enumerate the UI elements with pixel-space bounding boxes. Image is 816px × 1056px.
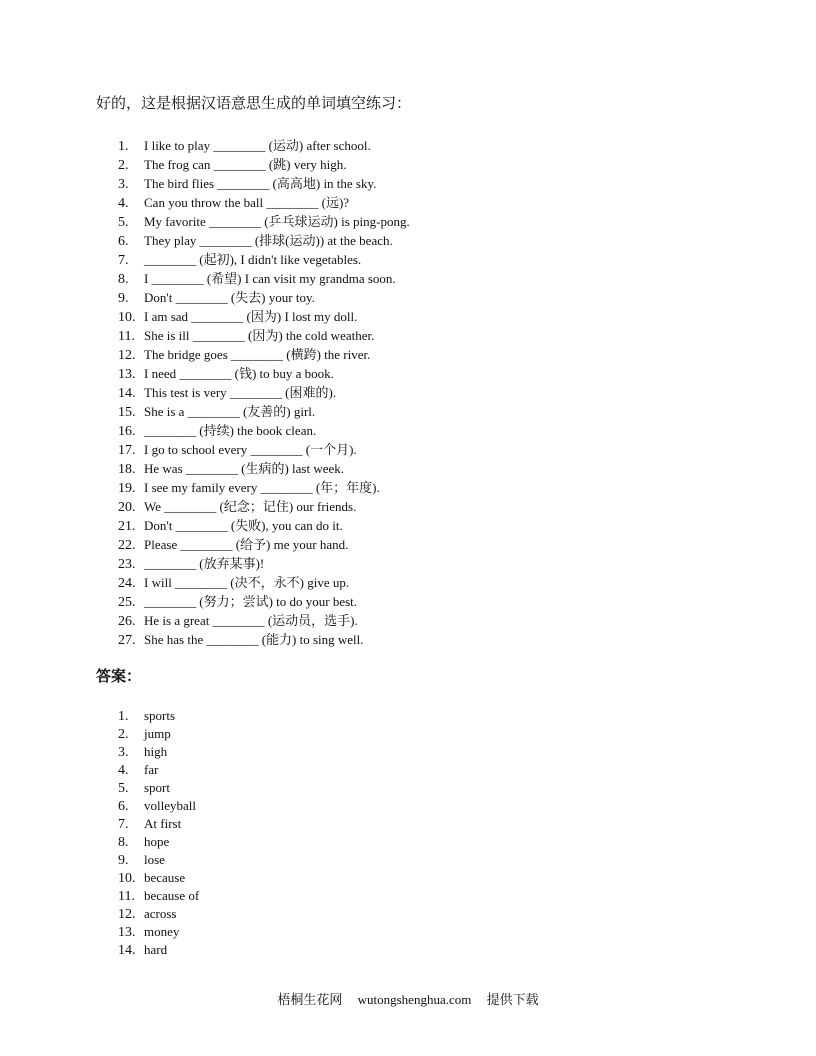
question-item-text: I see my family every ________ (年；年度). — [144, 480, 380, 495]
question-item-text: We ________ (纪念；记住) our friends. — [144, 499, 357, 514]
question-item — [118, 516, 410, 535]
question-item-text: I go to school every ________ (一个月). — [144, 442, 357, 457]
question-item — [118, 364, 410, 383]
question-item-text: She is ill ________ (因为) the cold weather. — [144, 328, 375, 343]
answer-item — [118, 833, 199, 851]
question-item — [118, 307, 410, 326]
answer-item-number: 10. — [118, 871, 136, 886]
question-item-number: 26. — [118, 614, 136, 629]
question-item-text: They play ________ (排球(运动)) at the beach. — [144, 233, 393, 248]
question-item-number: 18. — [118, 462, 136, 477]
page-footer — [0, 991, 816, 1009]
question-item — [118, 478, 410, 497]
answer-item-number: 12. — [118, 907, 136, 922]
footer-site-name: 梧桐生花网 — [277, 992, 343, 1007]
question-item-text: Don't ________ (失去) your toy. — [144, 290, 315, 305]
answer-item — [118, 923, 199, 941]
question-item-number: 1. — [118, 139, 129, 154]
question-item — [118, 174, 410, 193]
answers-heading: 答案： — [96, 669, 142, 685]
answer-item-text: jump — [144, 726, 171, 741]
question-item-text: ________ (放弃某事)! — [144, 556, 265, 571]
answer-item — [118, 743, 199, 761]
question-item — [118, 421, 410, 440]
answer-item-text: money — [144, 924, 180, 939]
question-item — [118, 535, 410, 554]
question-item-number: 13. — [118, 367, 136, 382]
question-item-text: He was ________ (生病的) last week. — [144, 461, 345, 476]
question-item-number: 5. — [118, 215, 129, 230]
question-item-number: 23. — [118, 557, 136, 572]
question-item — [118, 592, 410, 611]
question-item-text: I like to play ________ (运动) after school. — [144, 138, 371, 153]
question-item-number: 9. — [118, 291, 129, 306]
answer-item — [118, 797, 199, 815]
question-item — [118, 326, 410, 345]
question-item — [118, 497, 410, 516]
question-item-text: The frog can ________ (跳) very high. — [144, 157, 347, 172]
question-item-number: 27. — [118, 633, 136, 648]
question-item-text: The bridge goes ________ (横跨) the river. — [144, 347, 371, 362]
question-list — [118, 136, 410, 649]
question-item-number: 3. — [118, 177, 129, 192]
answer-item-number: 5. — [118, 781, 129, 796]
intro-text: 好的，这是根据汉语意思生成的单词填空练习： — [96, 96, 412, 112]
answer-item-number: 1. — [118, 709, 129, 724]
question-item-text: My favorite ________ (乒乓球运动) is ping-pong. — [144, 214, 410, 229]
answer-item — [118, 851, 199, 869]
question-item-number: 19. — [118, 481, 136, 496]
question-item-number: 15. — [118, 405, 136, 420]
footer-download: 提供下载 — [486, 992, 539, 1007]
question-item-text: ________ (努力；尝试) to do your best. — [144, 594, 358, 609]
answer-item-number: 14. — [118, 943, 136, 958]
question-item-text: Can you throw the ball ________ (远)? — [144, 195, 350, 210]
answer-item-text: volleyball — [144, 798, 196, 813]
answer-item — [118, 869, 199, 887]
answer-list — [118, 707, 199, 959]
answer-item-text: because of — [144, 888, 200, 903]
question-item-number: 12. — [118, 348, 136, 363]
answer-item — [118, 815, 199, 833]
answer-item-text: high — [144, 744, 168, 759]
question-item — [118, 630, 410, 649]
answer-item-text: hope — [144, 834, 170, 849]
question-item — [118, 269, 410, 288]
question-item-number: 14. — [118, 386, 136, 401]
answer-item-number: 3. — [118, 745, 129, 760]
question-item-text: I will ________ (决不，永不) give up. — [144, 575, 350, 590]
question-item-text: He is a great ________ (运动员，选手). — [144, 613, 358, 628]
answer-item-text: At first — [144, 816, 182, 831]
question-item — [118, 611, 410, 630]
question-item-number: 25. — [118, 595, 136, 610]
question-item — [118, 231, 410, 250]
answer-item-number: 13. — [118, 925, 136, 940]
question-item — [118, 288, 410, 307]
answer-item-text: sport — [144, 780, 170, 795]
question-item-number: 20. — [118, 500, 136, 515]
question-item-number: 10. — [118, 310, 136, 325]
answer-item-number: 11. — [118, 889, 135, 904]
question-item-text: I ________ (希望) I can visit my grandma soon. — [144, 271, 396, 286]
question-item-number: 24. — [118, 576, 136, 591]
answer-item-text: far — [144, 762, 159, 777]
answer-item-text: sports — [144, 708, 176, 723]
question-item-text: ________ (起初), I didn't like vegetables. — [144, 252, 362, 267]
answer-item-number: 2. — [118, 727, 129, 742]
answer-item — [118, 725, 199, 743]
question-item — [118, 155, 410, 174]
answer-item — [118, 707, 199, 725]
answer-item — [118, 905, 199, 923]
question-item-text: Don't ________ (失败), you can do it. — [144, 518, 343, 533]
question-item — [118, 573, 410, 592]
answer-item-number: 4. — [118, 763, 129, 778]
answer-item — [118, 887, 199, 905]
question-item — [118, 459, 410, 478]
answer-item-text: hard — [144, 942, 168, 957]
answer-item-number: 9. — [118, 853, 129, 868]
question-item-number: 4. — [118, 196, 129, 211]
question-item-number: 22. — [118, 538, 136, 553]
question-item-number: 16. — [118, 424, 136, 439]
answer-item — [118, 941, 199, 959]
answer-item-number: 8. — [118, 835, 129, 850]
question-item-text: Please ________ (给予) me your hand. — [144, 537, 349, 552]
question-item-number: 21. — [118, 519, 136, 534]
question-item — [118, 402, 410, 421]
question-item-text: ________ (持续) the book clean. — [144, 423, 317, 438]
footer-site-url: wutongshenghua.com — [357, 992, 472, 1007]
question-item — [118, 193, 410, 212]
question-item-text: She is a ________ (友善的) girl. — [144, 404, 316, 419]
question-item-number: 17. — [118, 443, 136, 458]
question-item — [118, 212, 410, 231]
question-item-text: I am sad ________ (因为) I lost my doll. — [144, 309, 358, 324]
answer-item-text: lose — [144, 852, 165, 867]
question-item — [118, 250, 410, 269]
answer-item-text: because — [144, 870, 186, 885]
question-item — [118, 345, 410, 364]
answer-item — [118, 779, 199, 797]
question-item — [118, 383, 410, 402]
answer-item-number: 6. — [118, 799, 129, 814]
question-item-number: 2. — [118, 158, 129, 173]
question-item-text: I need ________ (钱) to buy a book. — [144, 366, 334, 381]
question-item — [118, 136, 410, 155]
answer-item — [118, 761, 199, 779]
question-item-number: 6. — [118, 234, 129, 249]
answer-item-text: across — [144, 906, 177, 921]
question-item-number: 11. — [118, 329, 135, 344]
answer-item-number: 7. — [118, 817, 129, 832]
question-item — [118, 554, 410, 573]
question-item-number: 7. — [118, 253, 129, 268]
question-item-text: She has the ________ (能力) to sing well. — [144, 632, 364, 647]
question-item-number: 8. — [118, 272, 129, 287]
question-item — [118, 440, 410, 459]
question-item-text: This test is very ________ (困难的). — [144, 385, 337, 400]
question-item-text: The bird flies ________ (高高地) in the sky. — [144, 176, 377, 191]
